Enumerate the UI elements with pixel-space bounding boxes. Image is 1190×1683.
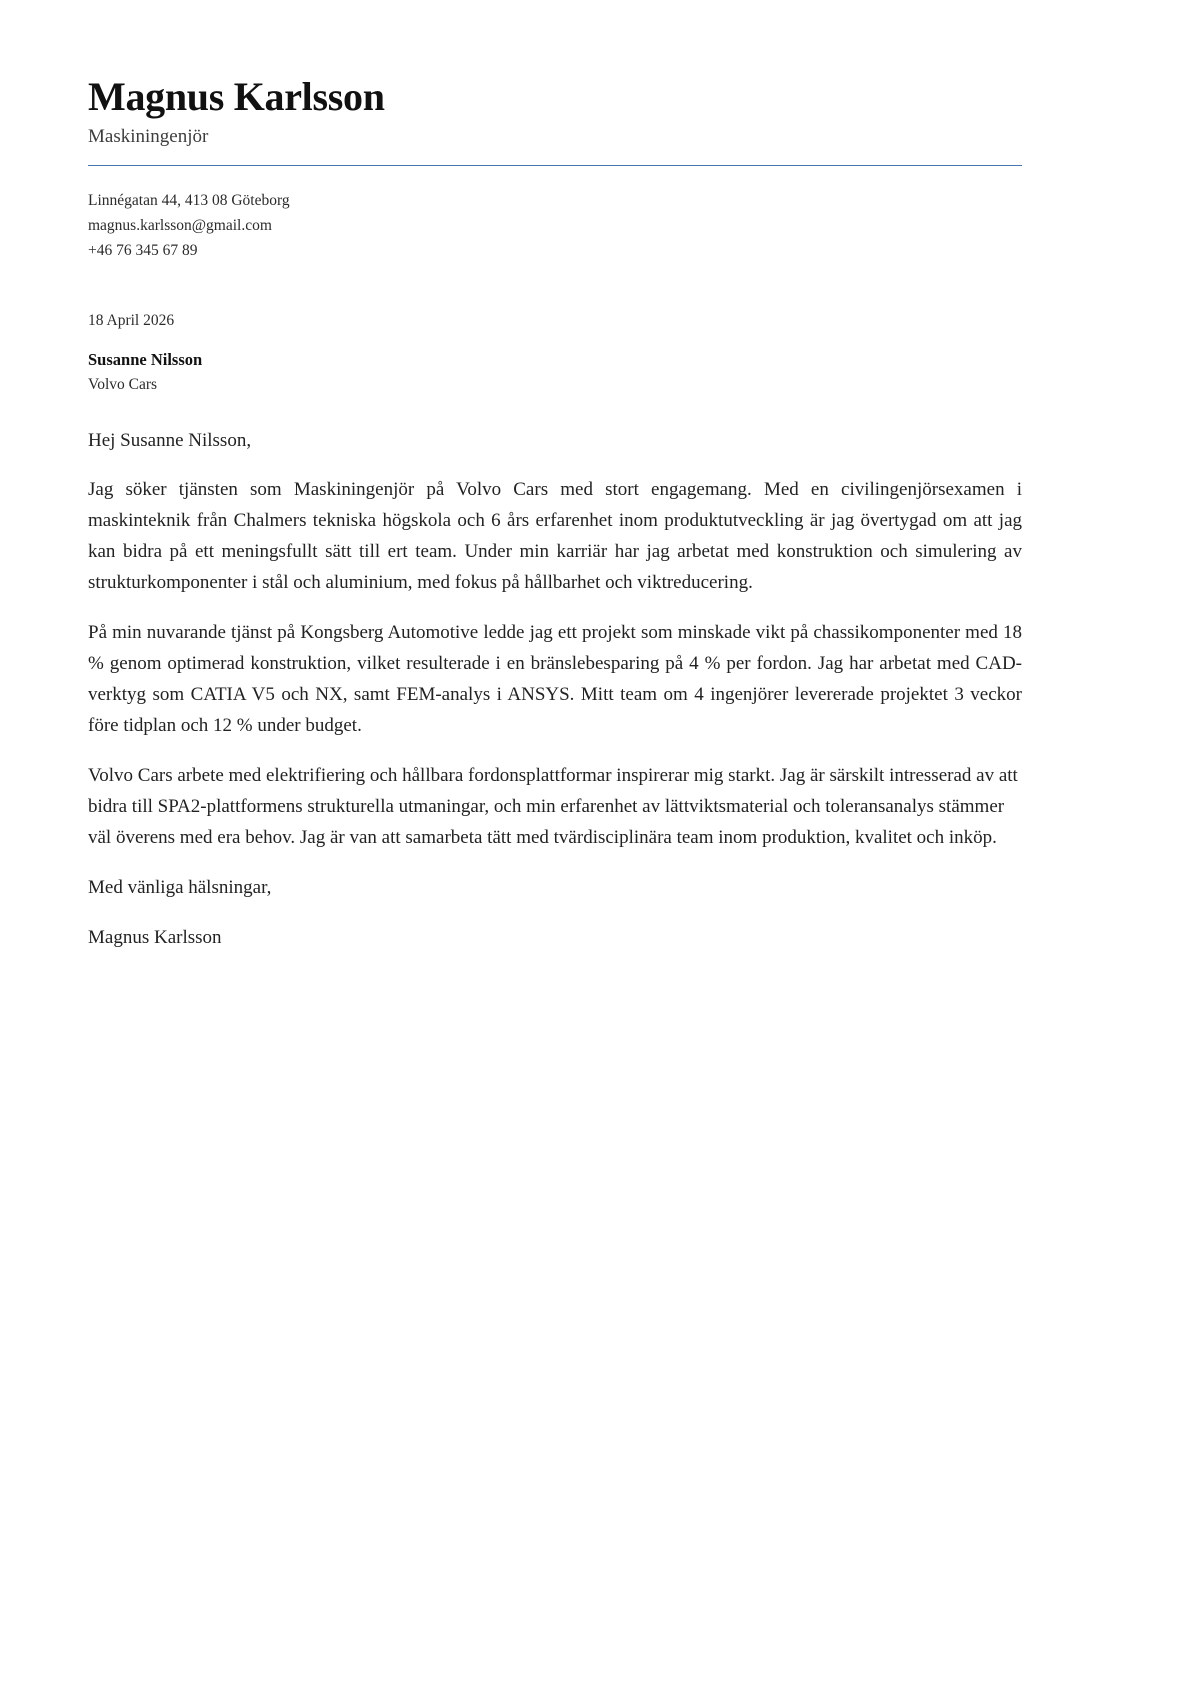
body-paragraph-1: Jag söker tjänsten som Maskiningenjör på Volvo Cars med stort engagemang. Med en civilingenjörsexamen i maskinteknik från Chalmers tekniska högskola och 6 års erfarenhet inom produktutveckling är jag övertygad om att jag kan bidra på ett meningsfullt sätt till ert team. Under min karriär har jag arbetat med konstruktion och simulering av strukturkomponenter i stål och aluminium, med fokus på hållbarhet och viktreducering. (88, 479, 1022, 593)
letter-body (88, 427, 1022, 953)
applicant-name: Magnus Karlsson (88, 74, 385, 119)
contact-block (88, 188, 1022, 263)
body-paragraph-2: På min nuvarande tjänst på Kongsberg Automotive ledde jag ett projekt som minskade vikt på chassikomponenter med 18 % genom optimerad konstruktion, vilket resulterade i en bränslebesparing på 4 % per fordon. Jag har arbetat med CAD-verktyg som CATIA V5 och NX, samt FEM-analys i ANSYS. Mitt team om 4 ingenjörer levererade projektet 3 veckor före tidplan och 12 % under budget. (88, 622, 1022, 736)
letter-date: 18 April 2026 (88, 312, 175, 330)
salutation: Hej Susanne Nilsson, (88, 429, 252, 451)
recipient-name: Susanne Nilsson (88, 350, 203, 370)
body-paragraph-3: Volvo Cars arbete med elektrifiering och hållbara fordonsplattformar inspirerar mig starkt. Jag är särskilt intresserad av att bidra till SPA2-plattformens strukturella utmaningar, och min erfarenhet av lättviktsmaterial och toleransanalys stämmer väl överens med era behov. Jag är van att samarbeta tätt med tvärdisciplinära team inom produktion, kvalitet och inköp. (88, 765, 1018, 848)
recipient-company: Volvo Cars (88, 376, 158, 394)
closing-phrase: Med vänliga hälsningar, (88, 876, 272, 898)
header-divider (88, 165, 1022, 166)
contact-email: magnus.karlsson@gmail.com (88, 216, 272, 234)
contact-address: Linnégatan 44, 413 08 Göteborg (88, 191, 290, 209)
signature-name: Magnus Karlsson (88, 927, 222, 949)
applicant-job-title: Maskiningenjör (88, 126, 209, 147)
contact-phone: +46 76 345 67 89 (88, 242, 198, 260)
